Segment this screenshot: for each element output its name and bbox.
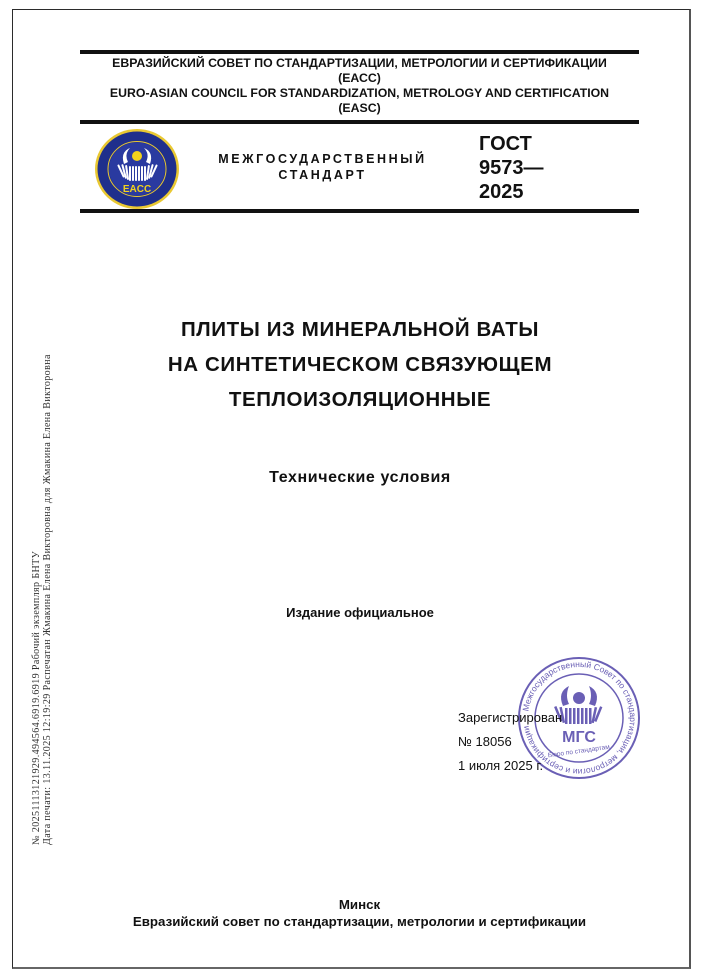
watermark-line1: № 20251113121929.494564.6919.6919 Рабочий экземпляр БНТУ	[31, 550, 42, 845]
title-line1: ПЛИТЫ ИЗ МИНЕРАЛЬНОЙ ВАТЫ	[180, 318, 540, 341]
standard-type	[200, 151, 445, 183]
standard-type-line1: МЕЖГОСУДАРСТВЕННЫЙ	[218, 152, 427, 166]
title-line3: ТЕПЛОИЗОЛЯЦИОННЫЕ	[228, 388, 492, 411]
title-line2: НА СИНТЕТИЧЕСКОМ СВЯЗУЮЩЕМ	[167, 353, 553, 376]
standard-type-line2: СТАНДАРТ	[278, 168, 367, 182]
easc-emblem-icon	[94, 128, 180, 210]
designation-line2: 9573—	[479, 157, 544, 179]
registration-block	[458, 706, 562, 778]
document-title	[100, 312, 620, 417]
edition-label: Издание официальное	[286, 605, 434, 620]
svg-text:Межгосударственный Совет по ст: Межгосударственный Совет по стандартизации, метрологии и сертификации	[520, 658, 639, 778]
registration-number: № 18056	[458, 734, 512, 749]
document-subtitle: Технические условия	[269, 469, 451, 486]
designation-line1: ГОСТ	[479, 133, 532, 155]
logo-text: EACC	[122, 184, 152, 195]
council-name-ru: ЕВРАЗИЙСКИЙ СОВЕТ ПО СТАНДАРТИЗАЦИИ, МЕТРОЛОГИИ И СЕРТИФИКАЦИИ	[112, 56, 607, 70]
council-name-en: EURO-ASIAN COUNCIL FOR STANDARDIZATION, METROLOGY AND CERTIFICATION	[109, 86, 610, 100]
designation-line3: 2025	[479, 181, 524, 203]
stamp-inner-text: Бюро по стандартам	[547, 743, 611, 760]
middle-rule	[80, 120, 639, 124]
publication-city: Минск	[338, 897, 381, 912]
publisher-name: Евразийский совет по стандартизации, метрологии и сертификации	[132, 914, 587, 929]
top-rule	[80, 50, 639, 54]
publication-footer	[80, 896, 639, 930]
registration-label: Зарегистрирован	[458, 710, 563, 725]
council-abbr-ru: (ЕАСС)	[338, 71, 381, 85]
registration-date: 1 июля 2025 г.	[458, 758, 544, 773]
print-watermark	[31, 354, 53, 845]
standard-designation	[479, 132, 544, 204]
council-abbr-en: (EASC)	[338, 101, 381, 115]
watermark-line2: Дата печати: 13.11.2025 12:19:29 Распечатан Жмакина Елена Викторовна для Жмакина Елена Викторовна	[42, 354, 53, 845]
council-header	[80, 56, 639, 116]
stamp-text: МГС	[562, 729, 596, 746]
